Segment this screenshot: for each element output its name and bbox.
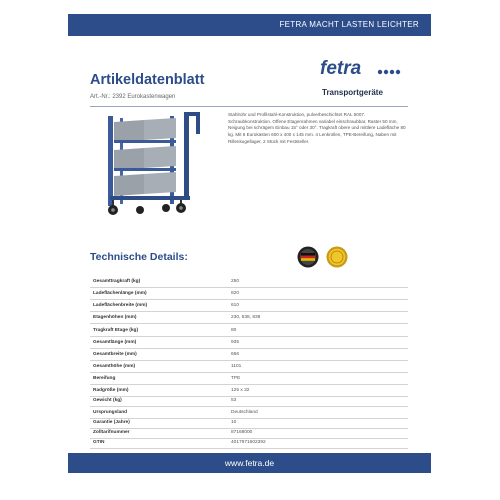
page-title: Artikeldatenblatt <box>90 72 205 88</box>
spec-label: Tragkraft Etage (kg) <box>93 328 139 333</box>
spec-value: 53 <box>231 398 237 403</box>
spec-row-divider <box>90 299 408 300</box>
spec-value: 80 <box>231 328 237 333</box>
top-banner <box>68 14 431 36</box>
spec-row-divider <box>90 348 408 349</box>
datasheet-page <box>68 0 431 500</box>
warranty-seal <box>326 246 348 268</box>
slogan: FETRA MACHT LASTEN LEICHTER <box>279 20 419 29</box>
brand-category: Transportgeräte <box>322 88 383 97</box>
spec-value: 666 <box>231 352 240 357</box>
header-divider <box>90 106 408 107</box>
bottom-banner <box>68 453 431 473</box>
spec-value: Deutschland <box>231 410 258 415</box>
website-link[interactable]: www.fetra.de <box>224 458 275 468</box>
logo-dot <box>378 70 382 74</box>
spec-row-divider <box>90 360 408 361</box>
spec-value: TPE <box>231 376 241 381</box>
spec-value: 87168000 <box>231 430 253 435</box>
spec-value: 935 <box>231 340 240 345</box>
logo-dot <box>384 70 388 74</box>
spec-label: Gesamthöhe (mm) <box>93 364 136 369</box>
spec-label: Garantie (Jahre) <box>93 420 130 425</box>
product-description: Stahlrohr und Profilstahl-Konstruktion, pulverbeschichtet RAL 5007. Schraubkonstruktion. Offene Etagenrahmen variabel einschraubbar, Raster 50 mm, Neigung bei schrägem Einbau 15° oder 30°. Tragkraft obere und mittlere Ladefläche 80 kg. Mit 6 Eurokästen 600 x 400 x 145 mm. 4 Lenkrollen, TPE-Bereifung, Naben mit Rillenkugellager, 2 Stück mit Feststeller. <box>228 112 406 144</box>
spec-value: 610 <box>231 303 240 308</box>
spec-row-divider <box>90 287 408 288</box>
spec-value: 4017971602392 <box>231 440 266 445</box>
logo-dot <box>396 70 400 74</box>
spec-label: GTIN <box>93 440 105 445</box>
article-number: Art.-Nr.: 2392 Eurokastenwagen <box>90 94 176 100</box>
spec-label: Radgröße (mm) <box>93 388 129 393</box>
spec-label: Gewicht (kg) <box>93 398 122 403</box>
spec-row-divider <box>90 438 408 439</box>
spec-label: Gesamttragkraft (kg) <box>93 279 141 284</box>
spec-label: Ladeflächenlänge (mm) <box>93 291 147 296</box>
spec-row-divider <box>90 311 408 312</box>
spec-row-divider <box>90 372 408 373</box>
spec-row-divider <box>90 323 408 324</box>
logo-dot <box>390 70 394 74</box>
fetra-logo <box>320 58 404 78</box>
spec-value: 250 <box>231 279 240 284</box>
spec-row-divider <box>90 396 408 397</box>
spec-label: Zolltarifnummer <box>93 430 130 435</box>
logo-wordmark: fetra <box>320 58 362 78</box>
spec-row-divider <box>90 418 408 419</box>
product-image <box>100 110 204 218</box>
technical-details-heading: Technische Details: <box>90 251 188 263</box>
spec-row-divider <box>90 406 408 407</box>
spec-label: Ursprungsland <box>93 410 128 415</box>
spec-label: Gesamtlänge (mm) <box>93 340 137 345</box>
spec-row-divider <box>90 336 408 337</box>
spec-value: 125 x 32 <box>231 388 250 393</box>
spec-label: Ladeflächenbreite (mm) <box>93 303 148 308</box>
spec-value: 10 <box>231 420 237 425</box>
spec-label: Gesamtbreite (mm) <box>93 352 137 357</box>
spec-row-divider <box>90 384 408 385</box>
spec-row-divider <box>90 428 408 429</box>
spec-label: Etagenhöhen (mm) <box>93 315 137 320</box>
spec-value: 1101 <box>231 364 242 369</box>
spec-label: Bereifung <box>93 376 116 381</box>
made-in-germany-seal <box>297 246 319 268</box>
spec-row-divider <box>90 448 408 449</box>
spec-value: 820 <box>231 291 240 296</box>
spec-value: 230, 538, 838 <box>231 315 261 320</box>
